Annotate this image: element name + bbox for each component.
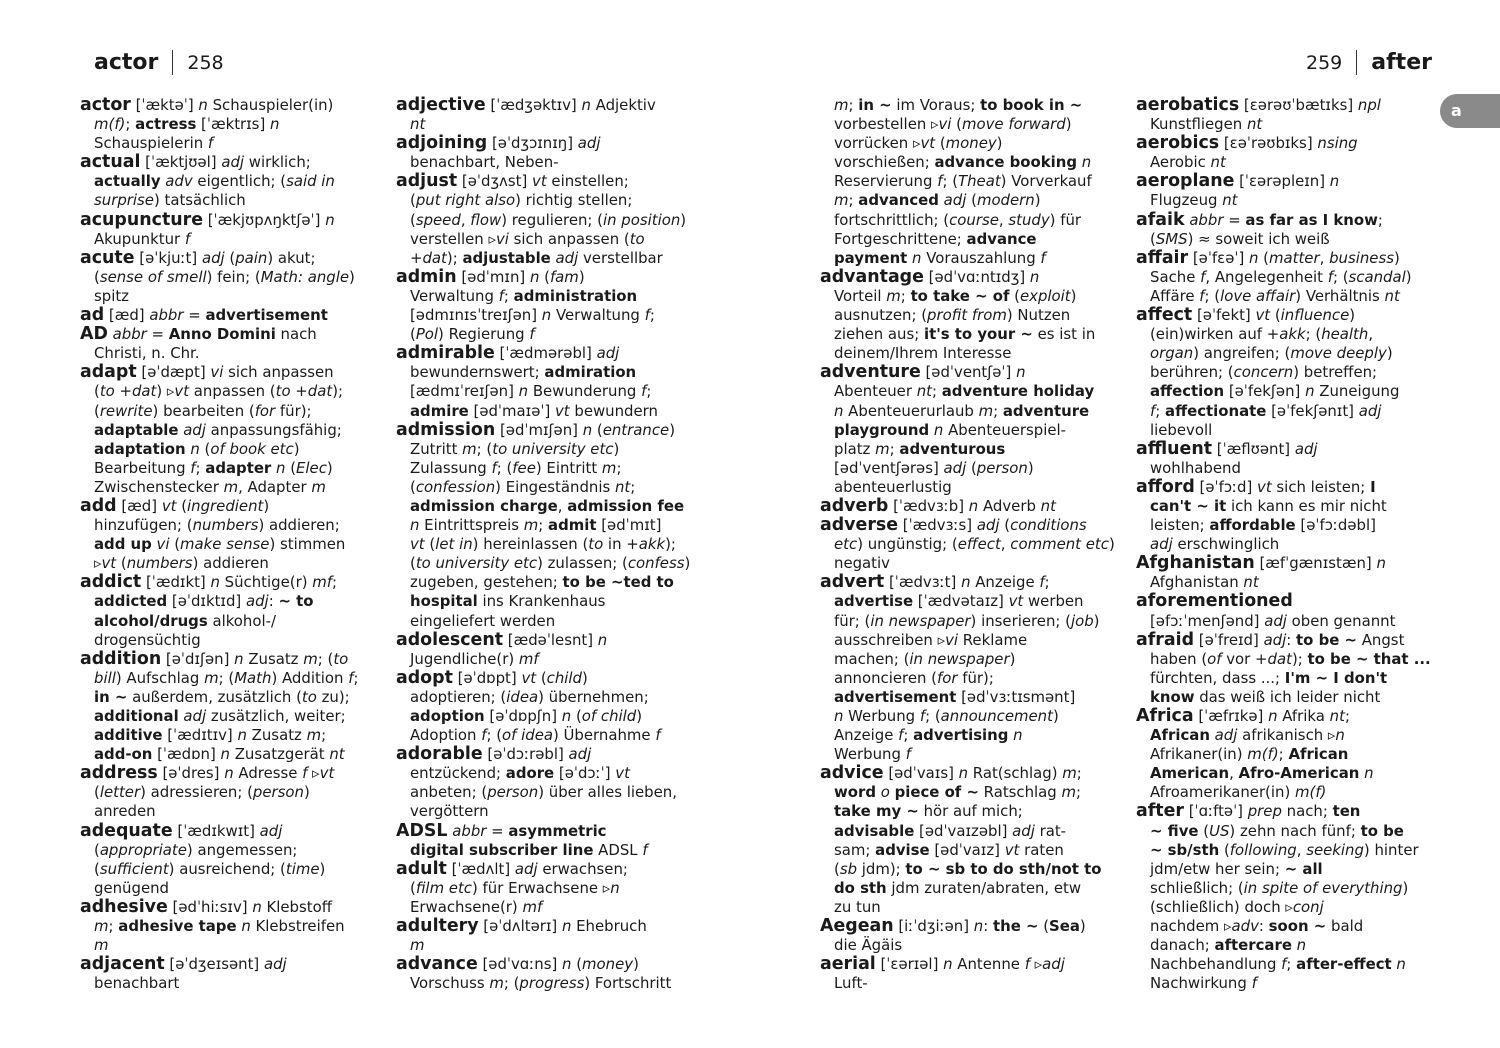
entry-line: adverse [ˈædvɜːs] adj (conditions	[820, 515, 1087, 536]
entry-line: afraid [əˈfreɪd] adj: to be ~ Angst	[1136, 629, 1405, 650]
entry-line-continued: Nachbehandlung f; after-effect n	[1150, 955, 1406, 974]
entry-line-continued: verstellen ▹vi sich anpassen (to	[410, 229, 645, 248]
entry-line-continued: Vorschuss m; (progress) Fortschritt	[410, 974, 672, 993]
entry-line-continued: [ədmɪnɪsˈtreɪʃən] n Verwaltung f;	[410, 306, 655, 325]
entry-line-continued: actually adv eigentlich; (said in	[94, 172, 335, 191]
entry-line: afford [əˈfɔːd] vt sich leisten; I	[1136, 476, 1376, 497]
dictionary-column-1	[80, 96, 359, 993]
entry-line-continued: payment n Vorauszahlung f	[834, 248, 1046, 267]
entry-line-continued: can't ~ it ich kann es mir nicht	[1150, 496, 1387, 515]
entry-line: advert [ˈædvɜːt] n Anzeige f;	[820, 572, 1050, 593]
entry-line-continued: etc) ungünstig; (effect, comment etc)	[834, 535, 1115, 554]
entry-line: Africa [ˈæfrɪkə] n Afrika nt;	[1136, 706, 1350, 726]
entry-line-continued: benachbart	[94, 974, 180, 993]
dictionary-column-4	[1136, 96, 1431, 993]
entry-line-continued: Adoption f; (of idea) Übernahme f	[410, 726, 661, 745]
entry-line-continued: Werbung f	[834, 745, 911, 764]
entry-line: affluent [ˈæflʊənt] adj	[1136, 438, 1318, 459]
entry-line: adverb [ˈædvɜːb] n Adverb nt	[820, 495, 1056, 516]
entry-line-continued: Kunstfliegen nt	[1150, 115, 1263, 134]
entry-line-continued: drogensüchtig	[94, 630, 201, 649]
entry-line-continued: deinem/Ihrem Interesse	[834, 344, 1012, 363]
entry-line-continued: advertise [ˈædvətaɪz] vt werben	[834, 592, 1084, 611]
entry-line-continued: liebevoll	[1150, 420, 1213, 439]
entry-line-continued: eingeliefert werden	[410, 611, 556, 630]
entry-line-continued: Afrikaner(in) m(f); African	[1150, 745, 1349, 764]
entry-line-continued: für; (in newspaper) inserieren; (job)	[834, 611, 1100, 630]
entry-line-continued: machen; (in newspaper)	[834, 649, 1016, 668]
entry-line-continued: add-on [ˈædɒn] n Zusatzgerät nt	[94, 745, 345, 764]
entry-line-continued: Anzeige f; advertising n	[834, 726, 1023, 745]
entry-line-continued: (to university etc) zulassen; (confess)	[410, 554, 691, 573]
entry-line-continued: surprise) tatsächlich	[94, 191, 246, 210]
entry-line-continued: Flugzeug nt	[1150, 191, 1238, 210]
entry-line: aerial [ˈɛərɪəl] n Antenne f ▹adj	[820, 954, 1065, 975]
entry-line: acute [əˈkjuːt] adj (pain) akut;	[80, 247, 316, 268]
entry-line: aerobatics [ɛərəʊˈbætɪks] npl	[1136, 95, 1381, 115]
entry-line-continued: genügend	[94, 878, 169, 897]
entry-line-continued: African adj afrikanisch ▹n	[1150, 726, 1345, 745]
entry-line-continued: (confession) Eingeständnis nt;	[410, 477, 636, 496]
entry-line-continued: Erwachsene(r) mf	[410, 897, 543, 916]
entry-line-continued: (schließlich) doch ▹conj	[1150, 897, 1324, 916]
entry-line-continued: take my ~ hör auf mich;	[834, 802, 1023, 821]
entry-line-continued: jdm/etw her sein; ~ all	[1150, 859, 1323, 878]
entry-line-continued: additive [ˈædɪtɪv] n Zusatz m;	[94, 726, 327, 745]
entry-line-continued: ~ sb/sth (following, seeking) hinter	[1150, 840, 1419, 859]
entry-line: ADSL abbr = asymmetric	[396, 820, 607, 841]
entry-line-continued: advisable [ədˈvaɪzəbl] adj rat-	[834, 821, 1067, 840]
entry-line-continued: f; affectionate [əˈfekʃənɪt] adj	[1150, 401, 1382, 420]
entry-line: Aegean [iːˈdʒiːən] n: the ~ (Sea)	[820, 916, 1086, 937]
entry-line-continued: admission charge, admission fee	[410, 496, 685, 515]
entry-line-continued: m; in ~ im Voraus; to book in ~	[834, 96, 1083, 114]
entry-line-continued: zugeben, gestehen; to be ~ted to	[410, 573, 674, 592]
header-separator	[172, 50, 173, 75]
entry-line-continued: Afroamerikaner(in) m(f)	[1150, 783, 1327, 802]
page-number-left: 258	[187, 51, 224, 74]
entry-line: adultery [əˈdʌltərɪ] n Ehebruch	[396, 916, 647, 937]
entry-line: adhesive [ədˈhiːsɪv] n Klebstoff	[80, 896, 332, 917]
entry-line-continued: (ein)wirken auf +akk; (health,	[1150, 325, 1374, 344]
entry-line: addition [əˈdɪʃən] n Zusatz m; (to	[80, 648, 349, 669]
entry-line-continued: negativ	[834, 554, 890, 573]
entry-line: adjacent [əˈdʒeɪsənt] adj	[80, 954, 287, 975]
entry-line: adult [ˈædʌlt] adj erwachsen;	[396, 858, 628, 879]
entry-line: advance [ədˈvɑːns] n (money)	[396, 954, 639, 975]
entry-line-continued: ausnutzen; (profit from) Nutzen	[834, 306, 1071, 325]
entry-line: Afghanistan [æfˈgænɪstæn] n	[1136, 553, 1386, 574]
entry-line-continued: leisten; affordable [əˈfɔːdəbl]	[1150, 516, 1376, 535]
entry-line: adolescent [ædəˈlesnt] n	[396, 629, 608, 650]
entry-line: adapt [əˈdæpt] vi sich anpassen	[80, 362, 334, 383]
entry-line-continued: sam; advise [ədˈvaɪz] vt raten	[834, 840, 1064, 859]
entry-line-continued: Christi, n. Chr.	[94, 344, 200, 363]
entry-line-continued: Fortgeschrittene; advance	[834, 229, 1037, 248]
entry-line: admission [ədˈmɪʃən] n (entrance)	[396, 419, 675, 440]
entry-line: afaik abbr = as far as I know;	[1136, 209, 1383, 230]
entry-line-continued: Affäre f; (love affair) Verhältnis nt	[1150, 286, 1400, 305]
entry-line-continued: admire [ədˈmaɪəˈ] vt bewundern	[410, 401, 658, 420]
header-separator	[1356, 50, 1357, 75]
entry-line-continued: anbeten; (person) über alles lieben,	[410, 783, 677, 802]
entry-line-continued: adaptable adj anpassungsfähig;	[94, 420, 342, 439]
entry-line-continued: adj erschwinglich	[1150, 535, 1280, 554]
entry-line-continued: additional adj zusätzlich, weiter;	[94, 707, 346, 725]
entry-line-continued: ~ five (US) zehn nach fünf; to be	[1150, 821, 1404, 840]
entry-line-continued: [əfɔːˈmenʃənd] adj oben genannt	[1150, 611, 1396, 630]
entry-line: adopt [əˈdɒpt] vt (child)	[396, 667, 588, 688]
entry-line-continued: vergöttern	[410, 802, 489, 821]
entry-line-continued: Reservierung f; (Theat) Vorverkauf	[834, 172, 1092, 191]
entry-line-continued: vt (let in) hereinlassen (to in +akk);	[410, 535, 676, 554]
entry-line-continued: m; advanced adj (modern)	[834, 191, 1041, 210]
entry-line-continued: Nachwirkung f	[1150, 974, 1257, 993]
entry-line-continued: fürchten, dass ...; I'm ~ I don't	[1150, 668, 1388, 687]
entry-line: adventure [ədˈventʃəˈ] n	[820, 362, 1026, 383]
entry-line: ad [æd] abbr = advertisement	[80, 305, 328, 326]
entry-line: advantage [ədˈvɑːntɪdʒ] n	[820, 266, 1040, 287]
entry-line-continued: Abenteuer nt; adventure holiday	[834, 382, 1095, 401]
entry-line-continued: fortschrittlich; (course, study) für	[834, 210, 1082, 229]
entry-line-continued: in ~ außerdem, zusätzlich (to zu);	[94, 687, 350, 706]
entry-line: adjoining [əˈdʒɔɪnɪŋ] adj	[396, 133, 601, 154]
entry-line-continued: vorschießen; advance booking n	[834, 153, 1092, 172]
entry-line-continued: +dat); adjustable adj verstellbar	[410, 248, 663, 267]
entry-line-continued: do sth jdm zuraten/abraten, etw	[834, 878, 1082, 897]
entry-line-continued: (appropriate) angemessen;	[94, 840, 298, 859]
entry-line: adjust [əˈdʒʌst] vt einstellen;	[396, 171, 629, 192]
entry-line-continued: annoncieren (for für);	[834, 668, 994, 687]
entry-line-continued: (speed, flow) regulieren; (in position)	[410, 210, 687, 229]
entry-line-continued: zu tun	[834, 897, 881, 916]
entry-line-continued: adoptieren; (idea) übernehmen;	[410, 687, 649, 706]
entry-line-continued: vorbestellen ▹vi (move forward)	[834, 115, 1072, 134]
entry-line-continued: Aerobic nt	[1150, 153, 1226, 172]
entry-line: AD abbr = Anno Domini nach	[80, 324, 317, 345]
entry-line-continued: Zulassung f; (fee) Eintritt m;	[410, 458, 622, 477]
entry-line-continued: haben (of vor +dat); to be ~ that ...	[1150, 649, 1431, 668]
entry-line-continued: benachbart, Neben-	[410, 153, 559, 172]
entry-line: actual [ˈæktjʊəl] adj wirklich;	[80, 152, 311, 173]
entry-line: admirable [ˈædmərəbl] adj	[396, 343, 620, 364]
entry-line-continued: hospital ins Krankenhaus	[410, 592, 606, 611]
entry-line-continued: Vorteil m; to take ~ of (exploit)	[834, 286, 1077, 305]
entry-line-continued: affection [əˈfekʃən] n Zuneigung	[1150, 382, 1400, 401]
entry-line-continued: ▹vt (numbers) addieren	[94, 554, 269, 573]
entry-line-continued: add up vi (make sense) stimmen	[94, 535, 346, 554]
entry-line-continued: Bearbeitung f; adapter n (Elec)	[94, 458, 333, 477]
entry-line-continued: nachdem ▹adv: soon ~ bald	[1150, 917, 1364, 936]
entry-line-continued: die Ägäis	[834, 936, 903, 955]
entry-line-continued: m	[94, 936, 109, 955]
entry-line-continued: schließlich; (in spite of everything)	[1150, 878, 1409, 897]
entry-line: acupuncture [ˈækjʊpʌŋktʃəˈ] n	[80, 209, 335, 230]
running-head-left	[94, 50, 224, 75]
entry-line-continued: Jugendliche(r) mf	[410, 649, 539, 668]
entry-line-continued: Zutritt m; (to university etc)	[410, 439, 620, 458]
entry-line-continued: Akupunktur f	[94, 229, 191, 248]
entry-line-continued: nt	[410, 115, 426, 134]
entry-line-continued: ziehen aus; it's to your ~ es ist in	[834, 325, 1096, 344]
entry-line: address [əˈdres] n Adresse f ▹vt	[80, 763, 335, 784]
entry-line-continued: playground n Abenteuerspiel-	[834, 420, 1067, 439]
entry-line-continued: wohlhabend	[1150, 458, 1241, 477]
dictionary-column-2	[396, 96, 690, 993]
entry-line-continued: Luft-	[834, 974, 868, 993]
entry-line-continued: hinzufügen; (numbers) addieren;	[94, 516, 340, 535]
entry-line-continued: Schauspielerin f	[94, 134, 214, 153]
entry-line: advice [ədˈvaɪs] n Rat(schlag) m;	[820, 763, 1082, 784]
entry-line-continued: n Eintrittspreis m; admit [ədˈmɪt]	[410, 516, 662, 535]
entry-line-continued: abenteuerlustig	[834, 477, 952, 496]
entry-line-continued: m(f); actress [ˈæktrɪs] n	[94, 115, 280, 134]
entry-line-continued: berühren; (concern) betreffen;	[1150, 363, 1378, 382]
entry-line-continued: (Pol) Regierung f	[410, 325, 535, 344]
entry-line-continued: (sb jdm); to ~ sb to do sth/not to	[834, 859, 1102, 878]
entry-line-continued: n Werbung f; (announcement)	[834, 707, 1059, 725]
entry-line: addict [ˈædɪkt] n Süchtige(r) mf;	[80, 572, 338, 593]
entry-line-continued: danach; aftercare n	[1150, 936, 1307, 955]
entry-line-continued: n Abenteuerurlaub m; adventure	[834, 401, 1090, 420]
entry-line: actor [ˈæktəˈ] n Schauspieler(in)	[80, 95, 334, 115]
entry-line: admin [ədˈmɪn] n (fam)	[396, 266, 585, 287]
entry-line-continued: (sufficient) ausreichend; (time)	[94, 859, 326, 878]
entry-line-continued: m; adhesive tape n Klebstreifen	[94, 917, 345, 936]
entry-line-continued: vorrücken ▹vt (money)	[834, 134, 1003, 153]
entry-line: add [æd] vt (ingredient)	[80, 495, 270, 516]
entry-line-continued: (film etc) für Erwachsene ▹n	[410, 878, 620, 897]
entry-line-continued: American, Afro-American n	[1150, 764, 1374, 783]
entry-line: affect [əˈfekt] vt (influence)	[1136, 305, 1356, 326]
entry-line-continued: Sache f, Angelegenheit f; (scandal)	[1150, 267, 1412, 286]
page-number-right: 259	[1306, 51, 1343, 74]
entry-line-continued: alcohol/drugs alkohol-/	[94, 611, 276, 630]
entry-line-continued: ausschreiben ▹vi Reklame	[834, 630, 1028, 649]
entry-line-continued: (sense of smell) fein; (Math: angle)	[94, 267, 355, 286]
entry-line-continued: spitz	[94, 286, 130, 305]
entry-line: adequate [ˈædɪkwɪt] adj	[80, 820, 283, 841]
entry-line-continued: (rewrite) bearbeiten (for für);	[94, 401, 312, 420]
entry-line: aeroplane [ˈɛərəpleɪn] n	[1136, 171, 1340, 192]
guide-word-left: actor	[94, 50, 159, 75]
entry-line: affair [əˈfɛəˈ] n (matter, business)	[1136, 247, 1400, 268]
entry-line-continued: bewundernswert; admiration	[410, 363, 637, 382]
running-head-right	[1306, 50, 1432, 75]
entry-line-continued: anreden	[94, 802, 156, 821]
entry-line-continued: platz m; adventurous	[834, 439, 1006, 458]
entry-line-continued: [ædmɪˈreɪʃən] n Bewunderung f;	[410, 382, 652, 401]
entry-line-continued: [ədˈventʃərəs] adj (person)	[834, 458, 1034, 477]
entry-line-continued: Verwaltung f; administration	[410, 286, 638, 305]
entry-line-continued: Zwischenstecker m, Adapter m	[94, 477, 326, 496]
entry-line-continued: (letter) adressieren; (person)	[94, 783, 310, 802]
entry-line: adorable [əˈdɔːrəbl] adj	[396, 744, 592, 765]
entry-line: after [ˈɑːftəˈ] prep nach; ten	[1136, 801, 1361, 822]
entry-line-continued: Afghanistan nt	[1150, 573, 1259, 592]
entry-line-continued: advertisement [ədˈvɜːtɪsmənt]	[834, 687, 1076, 706]
entry-line-continued: adoption [əˈdɒpʃn] n (of child)	[410, 707, 643, 725]
guide-word-right: after	[1371, 50, 1432, 75]
entry-line: adjective [ˈædʒəktɪv] n Adjektiv	[396, 95, 656, 115]
entry-line-continued: know das weiß ich leider nicht	[1150, 687, 1381, 706]
entry-line-continued: organ) angreifen; (move deeply)	[1150, 344, 1393, 363]
entry-line-continued: word o piece of ~ Ratschlag m;	[834, 783, 1082, 802]
entry-line-continued: digital subscriber line ADSL f	[410, 840, 648, 859]
entry-line-continued: (to +dat) ▹vt anpassen (to +dat);	[94, 382, 344, 401]
entry-line-continued: entzückend; adore [əˈdɔːˈ] vt	[410, 764, 630, 783]
entry-line-continued: bill) Aufschlag m; (Math) Addition f;	[94, 668, 359, 687]
entry-line-continued: (SMS) ≈ soweit ich weiß	[1150, 229, 1330, 248]
dictionary-column-3	[820, 96, 1115, 993]
entry-line-continued: addicted [əˈdɪktɪd] adj: ~ to	[94, 592, 314, 611]
entry-line: aforementioned	[1136, 591, 1293, 612]
entry-line-continued: adaptation n (of book etc)	[94, 439, 300, 458]
letter-thumb-tab: a	[1440, 94, 1500, 128]
entry-line-continued: m	[410, 936, 425, 955]
entry-line: aerobics [ɛəˈrəʊbɪks] nsing	[1136, 133, 1358, 154]
entry-line-continued: (put right also) richtig stellen;	[410, 191, 633, 210]
